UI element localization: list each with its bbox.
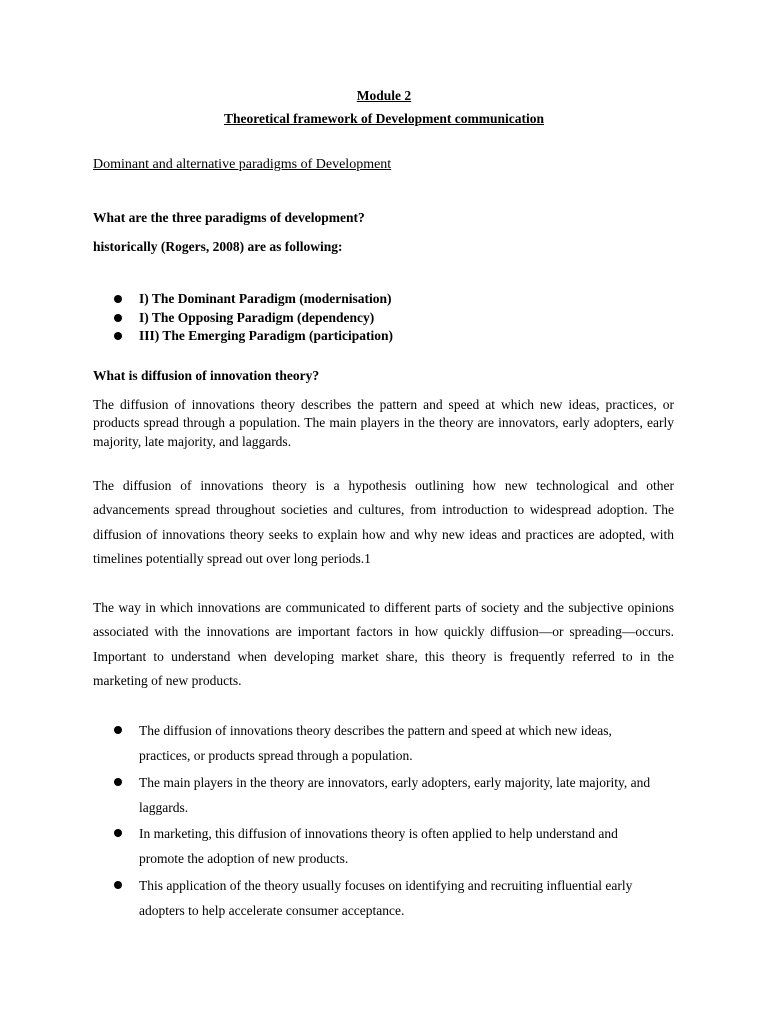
paragraph-definition: The diffusion of innovations theory describes the pattern and speed at which new ideas, practices, or products spread through a population. The main players in the theory are innovators, early adopters, early majority, late majority, and laggards. (93, 397, 674, 449)
paradigms-list (93, 290, 674, 346)
bullet-icon (114, 295, 122, 303)
list-item: In marketing, this diffusion of innovations theory is often applied to help understand and promote the adoption of new products. (93, 821, 665, 871)
bullet-icon (114, 726, 122, 734)
bullet-icon (114, 332, 122, 340)
bullet-icon (114, 829, 122, 837)
question-paradigms: What are the three paradigms of development? (93, 210, 365, 225)
bullet-icon (114, 314, 122, 322)
list-item: The main players in the theory are innovators, early adopters, early majority, late majority, and laggards. (93, 770, 665, 820)
bullet-icon (114, 881, 122, 889)
module-title: Module 2 (356, 88, 412, 103)
question-diffusion: What is diffusion of innovation theory? (93, 368, 320, 383)
paragraph-hypothesis: The diffusion of innovations theory is a hypothesis outlining how new technological and other advancements spread throughout societies and cultures, from introduction to widespread adoption. The diffusion of innovations theory seeks to explain how and why new ideas and practices are adopted, with timelines potentially spread out over long periods.1 (93, 478, 674, 566)
section-heading: Dominant and alternative paradigms of Development (93, 157, 392, 172)
list-item: I) The Dominant Paradigm (modernisation) (93, 290, 674, 309)
bullet-icon (114, 778, 122, 786)
list-item: I) The Opposing Paradigm (dependency) (93, 309, 674, 328)
list-item: This application of the theory usually focuses on identifying and recruiting influential early adopters to help accelerate consumer acceptance. (93, 873, 665, 923)
key-points-list (93, 718, 665, 923)
list-item: III) The Emerging Paradigm (participation) (93, 327, 674, 346)
list-item: The diffusion of innovations theory describes the pattern and speed at which new ideas, practices, or products spread through a population. (93, 718, 665, 768)
framework-title: Theoretical framework of Development communication (224, 111, 544, 126)
paradigms-intro: historically (Rogers, 2008) are as following: (93, 239, 343, 254)
paragraph-communication: The way in which innovations are communicated to different parts of society and the subjective opinions associated with the innovations are important factors in how quickly diffusion—or spreading—occurs. Important to understand when developing market share, this theory is frequently referred to in the marketing of new products. (93, 600, 674, 688)
